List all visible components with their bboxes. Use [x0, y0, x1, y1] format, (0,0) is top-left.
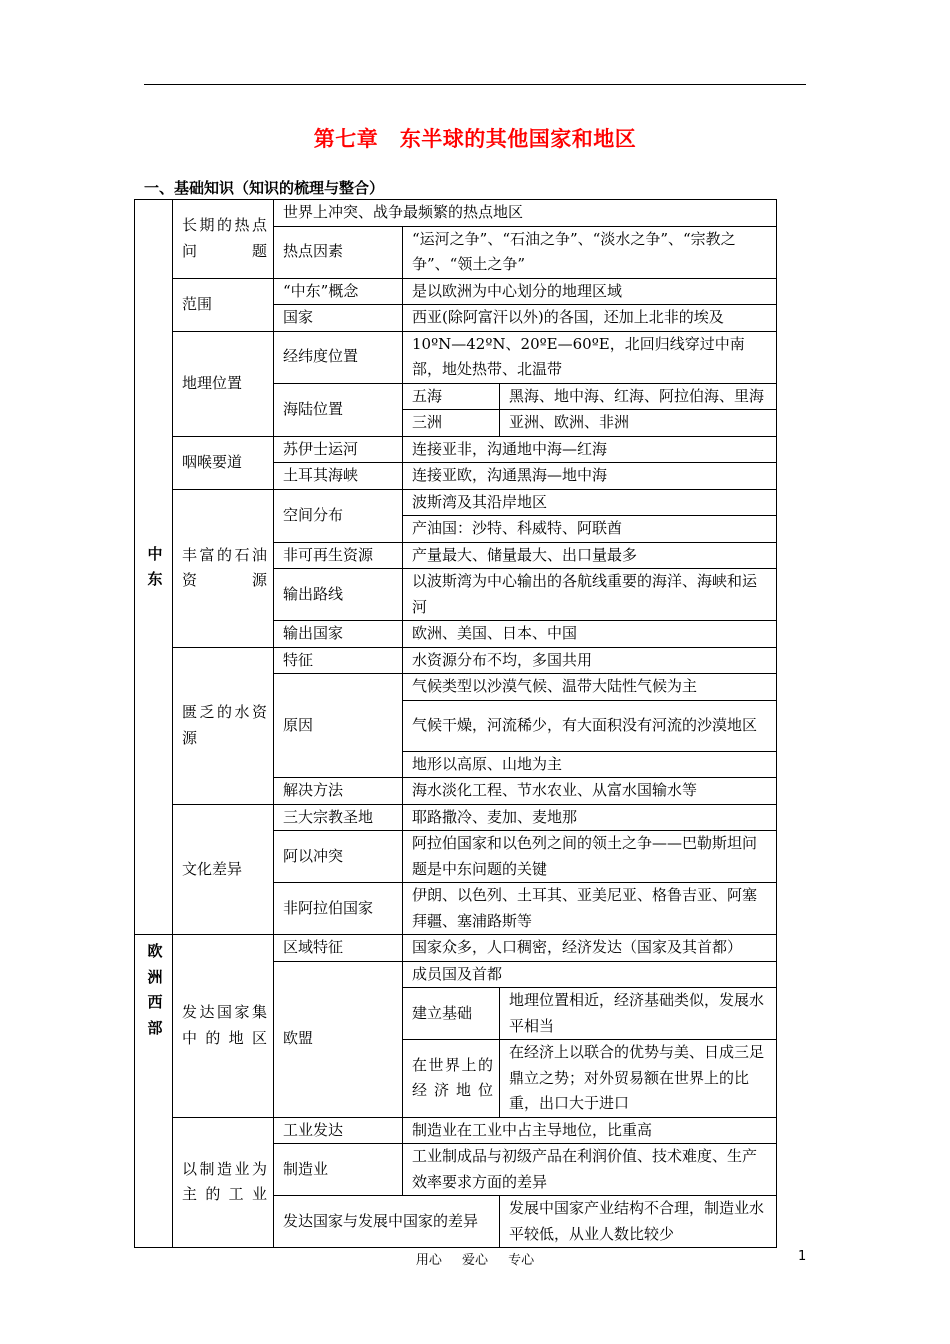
- cell: 制造业: [274, 1144, 403, 1196]
- cell: 五海: [403, 383, 500, 410]
- cell: 原因: [274, 674, 403, 778]
- cell: 西亚(除阿富汗以外)的各国，还加上北非的埃及: [403, 305, 777, 332]
- cell: 在经济上以联合的优势与美、日成三足鼎立之势；对外贸易额在世界上的比重，出口大于进口: [500, 1040, 777, 1118]
- cell: 经纬度位置: [274, 331, 403, 383]
- cell: 特征: [274, 647, 403, 674]
- cell: 黑海、地中海、红海、阿拉伯海、里海: [500, 383, 777, 410]
- cell: 10ºN—42ºN、20ºE—60ºE，北回归线穿过中南部，地处热带、北温带: [403, 331, 777, 383]
- cell: 阿以冲突: [274, 831, 403, 883]
- cell: 成员国及首都: [403, 961, 777, 988]
- cell: 产量最大、储量最大、出口量最多: [403, 542, 777, 569]
- cell: 产油国：沙特、科威特、阿联酋: [403, 516, 777, 543]
- cell: 气候类型以沙漠气候、温带大陆性气候为主: [403, 674, 777, 701]
- cell: 三洲: [403, 410, 500, 437]
- row-head: 范围: [173, 278, 274, 331]
- cell: 制造业在工业中占主导地位，比重高: [403, 1117, 777, 1144]
- cell: 建立基础: [403, 988, 500, 1040]
- footer-text: 用心: [415, 1253, 442, 1268]
- cell: 是以欧洲为中心划分的地理区域: [403, 278, 777, 305]
- cell: 海陆位置: [274, 383, 403, 436]
- cell: 在世界上的经济地位: [403, 1040, 500, 1118]
- cell: 工业发达: [274, 1117, 403, 1144]
- row-head: 长期的热点问题: [173, 200, 274, 279]
- row-head: 地理位置: [173, 331, 274, 436]
- cell: 国家: [274, 305, 403, 332]
- cell: 发达国家与发展中国家的差异: [274, 1196, 500, 1248]
- cell: 世界上冲突、战争最频繁的热点地区: [274, 200, 777, 227]
- cell: 阿拉伯国家和以色列之间的领土之争——巴勒斯坦问题是中东问题的关键: [403, 831, 777, 883]
- cell: 连接亚欧，沟通黑海—地中海: [403, 463, 777, 490]
- cell: 国家众多，人口稠密，经济发达（国家及其首都）: [403, 935, 777, 962]
- cell: 亚洲、欧洲、非洲: [500, 410, 777, 437]
- row-head: 匮乏的水资源: [173, 647, 274, 804]
- cell: 空间分布: [274, 489, 403, 542]
- cell: 输出国家: [274, 621, 403, 648]
- cell: 地理位置相近，经济基础类似，发展水平相当: [500, 988, 777, 1040]
- cell: 热点因素: [274, 226, 403, 278]
- page-title: 第七章 东半球的其他国家和地区: [313, 127, 637, 151]
- cell: 解决方法: [274, 778, 403, 805]
- row-head: 咽喉要道: [173, 436, 274, 489]
- region-western-europe: 欧 洲 西 部: [135, 935, 173, 1248]
- cell: 波斯湾及其沿岸地区: [403, 489, 777, 516]
- cell: 水资源分布不均，多国共用: [403, 647, 777, 674]
- cell: 伊朗、以色列、土耳其、亚美尼亚、格鲁吉亚、阿塞拜疆、塞浦路斯等: [403, 883, 777, 935]
- knowledge-table: [134, 199, 777, 1248]
- cell: “中东”概念: [274, 278, 403, 305]
- cell: 土耳其海峡: [274, 463, 403, 490]
- cell: 欧盟: [274, 961, 403, 1117]
- cell: 三大宗教圣地: [274, 804, 403, 831]
- cell: 非可再生资源: [274, 542, 403, 569]
- row-head: 文化差异: [173, 804, 274, 935]
- cell: 苏伊士运河: [274, 436, 403, 463]
- row-head: 发达国家集中的地区: [173, 935, 274, 1118]
- cell: 非阿拉伯国家: [274, 883, 403, 935]
- cell: 欧洲、美国、日本、中国: [403, 621, 777, 648]
- cell: 耶路撒冷、麦加、麦地那: [403, 804, 777, 831]
- page-footer: [0, 1249, 950, 1268]
- row-head: 丰富的石油资源: [173, 489, 274, 647]
- cell: 工业制成品与初级产品在利润价值、技术难度、生产效率要求方面的差异: [403, 1144, 777, 1196]
- cell: 发展中国家产业结构不合理，制造业水平较低，从业人数比较少: [500, 1196, 777, 1248]
- footer-text: 爱心: [461, 1253, 488, 1268]
- row-head: 以制造业为主的工业: [173, 1117, 274, 1248]
- footer-text: 专心: [508, 1253, 535, 1268]
- section-heading: 一、基础知识（知识的梳理与整合）: [144, 179, 385, 197]
- cell: 海水淡化工程、节水农业、从富水国输水等: [403, 778, 777, 805]
- cell: 气候干燥，河流稀少，有大面积没有河流的沙漠地区: [403, 700, 777, 751]
- cell: 输出路线: [274, 569, 403, 621]
- region-middle-east: 中 东: [135, 200, 173, 935]
- cell: “运河之争”、“石油之争”、“淡水之争”、“宗教之争”、“领土之争”: [403, 226, 777, 278]
- cell: 以波斯湾为中心输出的各航线重要的海洋、海峡和运河: [403, 569, 777, 621]
- cell: 连接亚非，沟通地中海—红海: [403, 436, 777, 463]
- page-number: 1: [798, 1249, 807, 1264]
- cell: 区域特征: [274, 935, 403, 962]
- cell: 地形以高原、山地为主: [403, 751, 777, 778]
- header-rule: [144, 84, 806, 85]
